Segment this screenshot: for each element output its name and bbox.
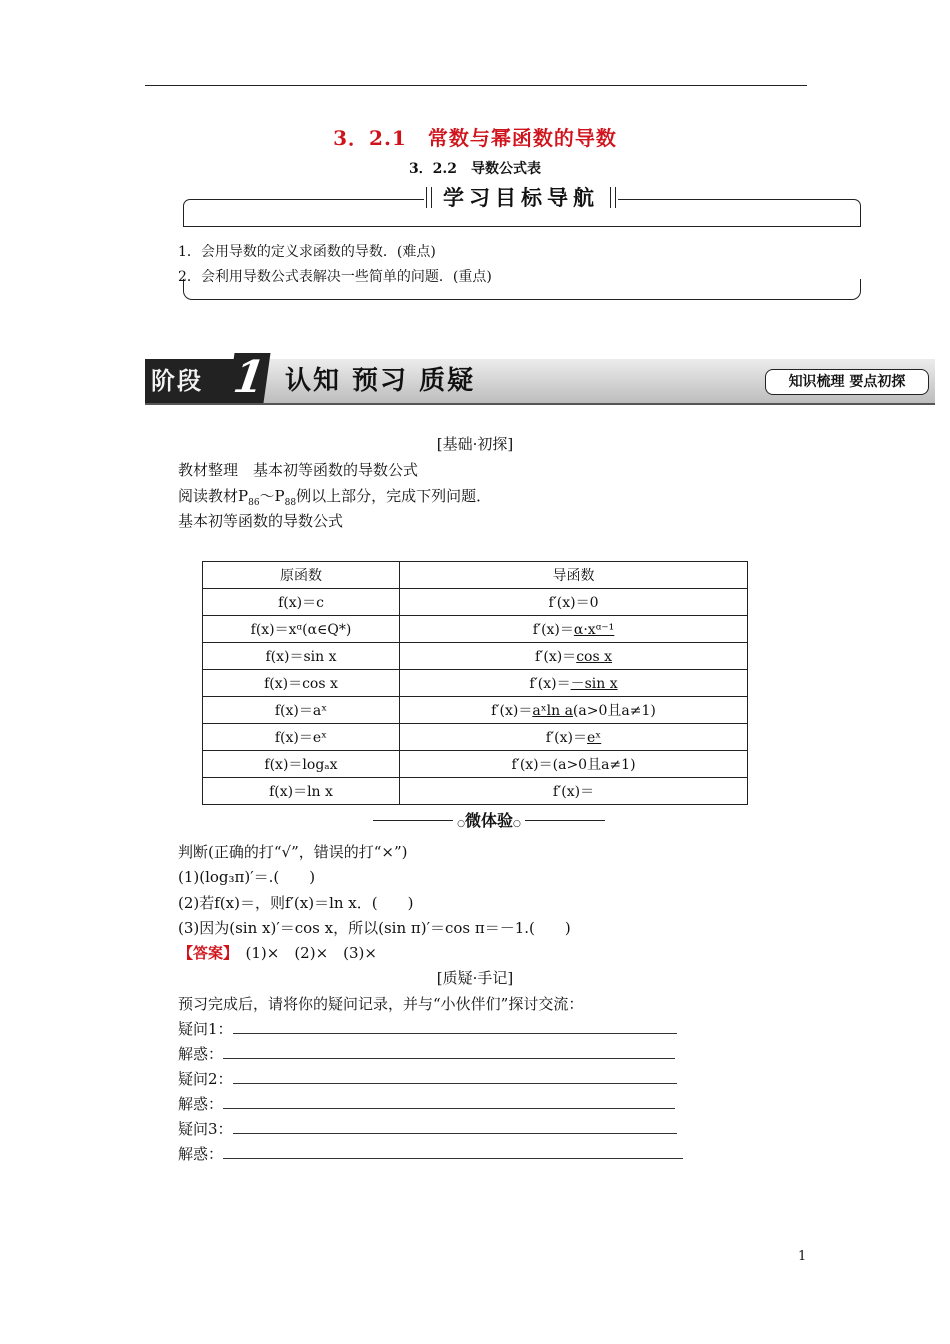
notes-row: 解惑：: [178, 1143, 683, 1164]
table-header-row: [203, 562, 748, 589]
table-row: [203, 616, 748, 643]
stage-title: 认知 预习 质疑: [285, 366, 476, 396]
answer-label: 【答案】: [178, 944, 231, 962]
stage-number: 1: [227, 353, 270, 403]
table-row: [203, 697, 748, 724]
notes-row: 疑问2：: [178, 1068, 677, 1089]
table-header-cell: 原函数: [203, 562, 400, 589]
table-cell: f′(x)＝cos x: [400, 643, 748, 670]
page-subtitle: 3．2.2 导数公式表: [408, 161, 542, 177]
table-cell: f(x)＝logₐx: [203, 751, 400, 778]
table-cell: f(x)＝sin x: [203, 643, 400, 670]
table-row: [203, 778, 748, 805]
table-row: [203, 589, 748, 616]
table-header-cell: 导函数: [400, 562, 748, 589]
basics-line-3: 基本初等函数的导数公式: [178, 512, 344, 530]
table-cell: f(x)＝aˣ: [203, 697, 400, 724]
stage-banner: [145, 352, 935, 405]
table-row: [203, 643, 748, 670]
page-number: 1: [798, 1249, 807, 1264]
table-row: [203, 724, 748, 751]
notes-row: 疑问1：: [178, 1018, 677, 1039]
notes-row: 解惑：: [178, 1043, 675, 1064]
table-row: [203, 670, 748, 697]
answer-blank[interactable]: [223, 1044, 675, 1059]
micro-title: ○微体验○: [373, 808, 605, 834]
notes-row: 疑问3：: [178, 1118, 677, 1139]
answer-blank[interactable]: [223, 1094, 675, 1109]
goal-item-1: 1．会用导数的定义求函数的导数．(难点): [178, 244, 436, 260]
answer-blank[interactable]: [233, 1019, 677, 1034]
table-cell: f′(x)＝α·xᵅ⁻¹: [400, 616, 748, 643]
table-cell: f(x)＝c: [203, 589, 400, 616]
table-cell: f(x)＝cos x: [203, 670, 400, 697]
goals-heading: 学习目标导航: [424, 184, 618, 212]
answer-blank[interactable]: [223, 1144, 683, 1159]
micro-answer: [178, 942, 377, 963]
stage-tag: 知识梳理 要点初探: [765, 369, 929, 395]
table-cell: f′(x)＝: [400, 778, 748, 805]
micro-question-1: (1)(log₃π)′＝.( ): [178, 868, 316, 886]
table-cell: f′(x)＝eˣ: [400, 724, 748, 751]
notes-label: [质疑·手记]: [436, 969, 514, 987]
micro-prompt: 判断(正确的打“√”，错误的打“×”): [178, 843, 408, 861]
top-rule: [145, 85, 807, 86]
notes-row: 解惑：: [178, 1093, 675, 1114]
derivative-table: [202, 561, 748, 805]
answer-blank[interactable]: [233, 1069, 677, 1084]
table-cell: f′(x)＝0: [400, 589, 748, 616]
stage-label: 阶段: [145, 359, 237, 403]
goal-item-2: 2．会利用导数公式表解决一些简单的问题．(重点): [178, 269, 492, 285]
micro-question-2: (2)若f(x)＝，则f′(x)＝ln x．( ): [178, 894, 414, 912]
notes-intro: 预习完成后，请将你的疑问记录，并与“小伙伴们”探讨交流：: [178, 995, 584, 1013]
table-cell: f(x)＝xᵅ(α∈Q*): [203, 616, 400, 643]
basics-line-2: 阅读教材$P_{86}\sim P_{88}$例以上部分，完成下列问题．: [178, 487, 492, 508]
table-cell: f′(x)＝(a>0且a≠1): [400, 751, 748, 778]
basics-line-1: 教材整理 基本初等函数的导数公式: [178, 461, 419, 479]
table-cell: f(x)＝ln x: [203, 778, 400, 805]
table-row: [203, 751, 748, 778]
circle-icon: ○: [513, 819, 521, 829]
table-cell: f′(x)＝－sin x: [400, 670, 748, 697]
micro-question-3: (3)因为(sin x)′＝cos x，所以(sin π)′＝cos π＝－1.( ): [178, 919, 571, 937]
table-cell: f′(x)＝aˣln a(a>0且a≠1): [400, 697, 748, 724]
answer-blank[interactable]: [233, 1119, 677, 1134]
answer-text: (1)× (2)× (3)×: [230, 944, 377, 962]
circle-icon: ○: [457, 819, 465, 829]
table-cell: f(x)＝eˣ: [203, 724, 400, 751]
page-title: 3．2.1 常数与幂函数的导数: [333, 126, 617, 150]
basics-label: [基础·初探]: [436, 435, 514, 453]
